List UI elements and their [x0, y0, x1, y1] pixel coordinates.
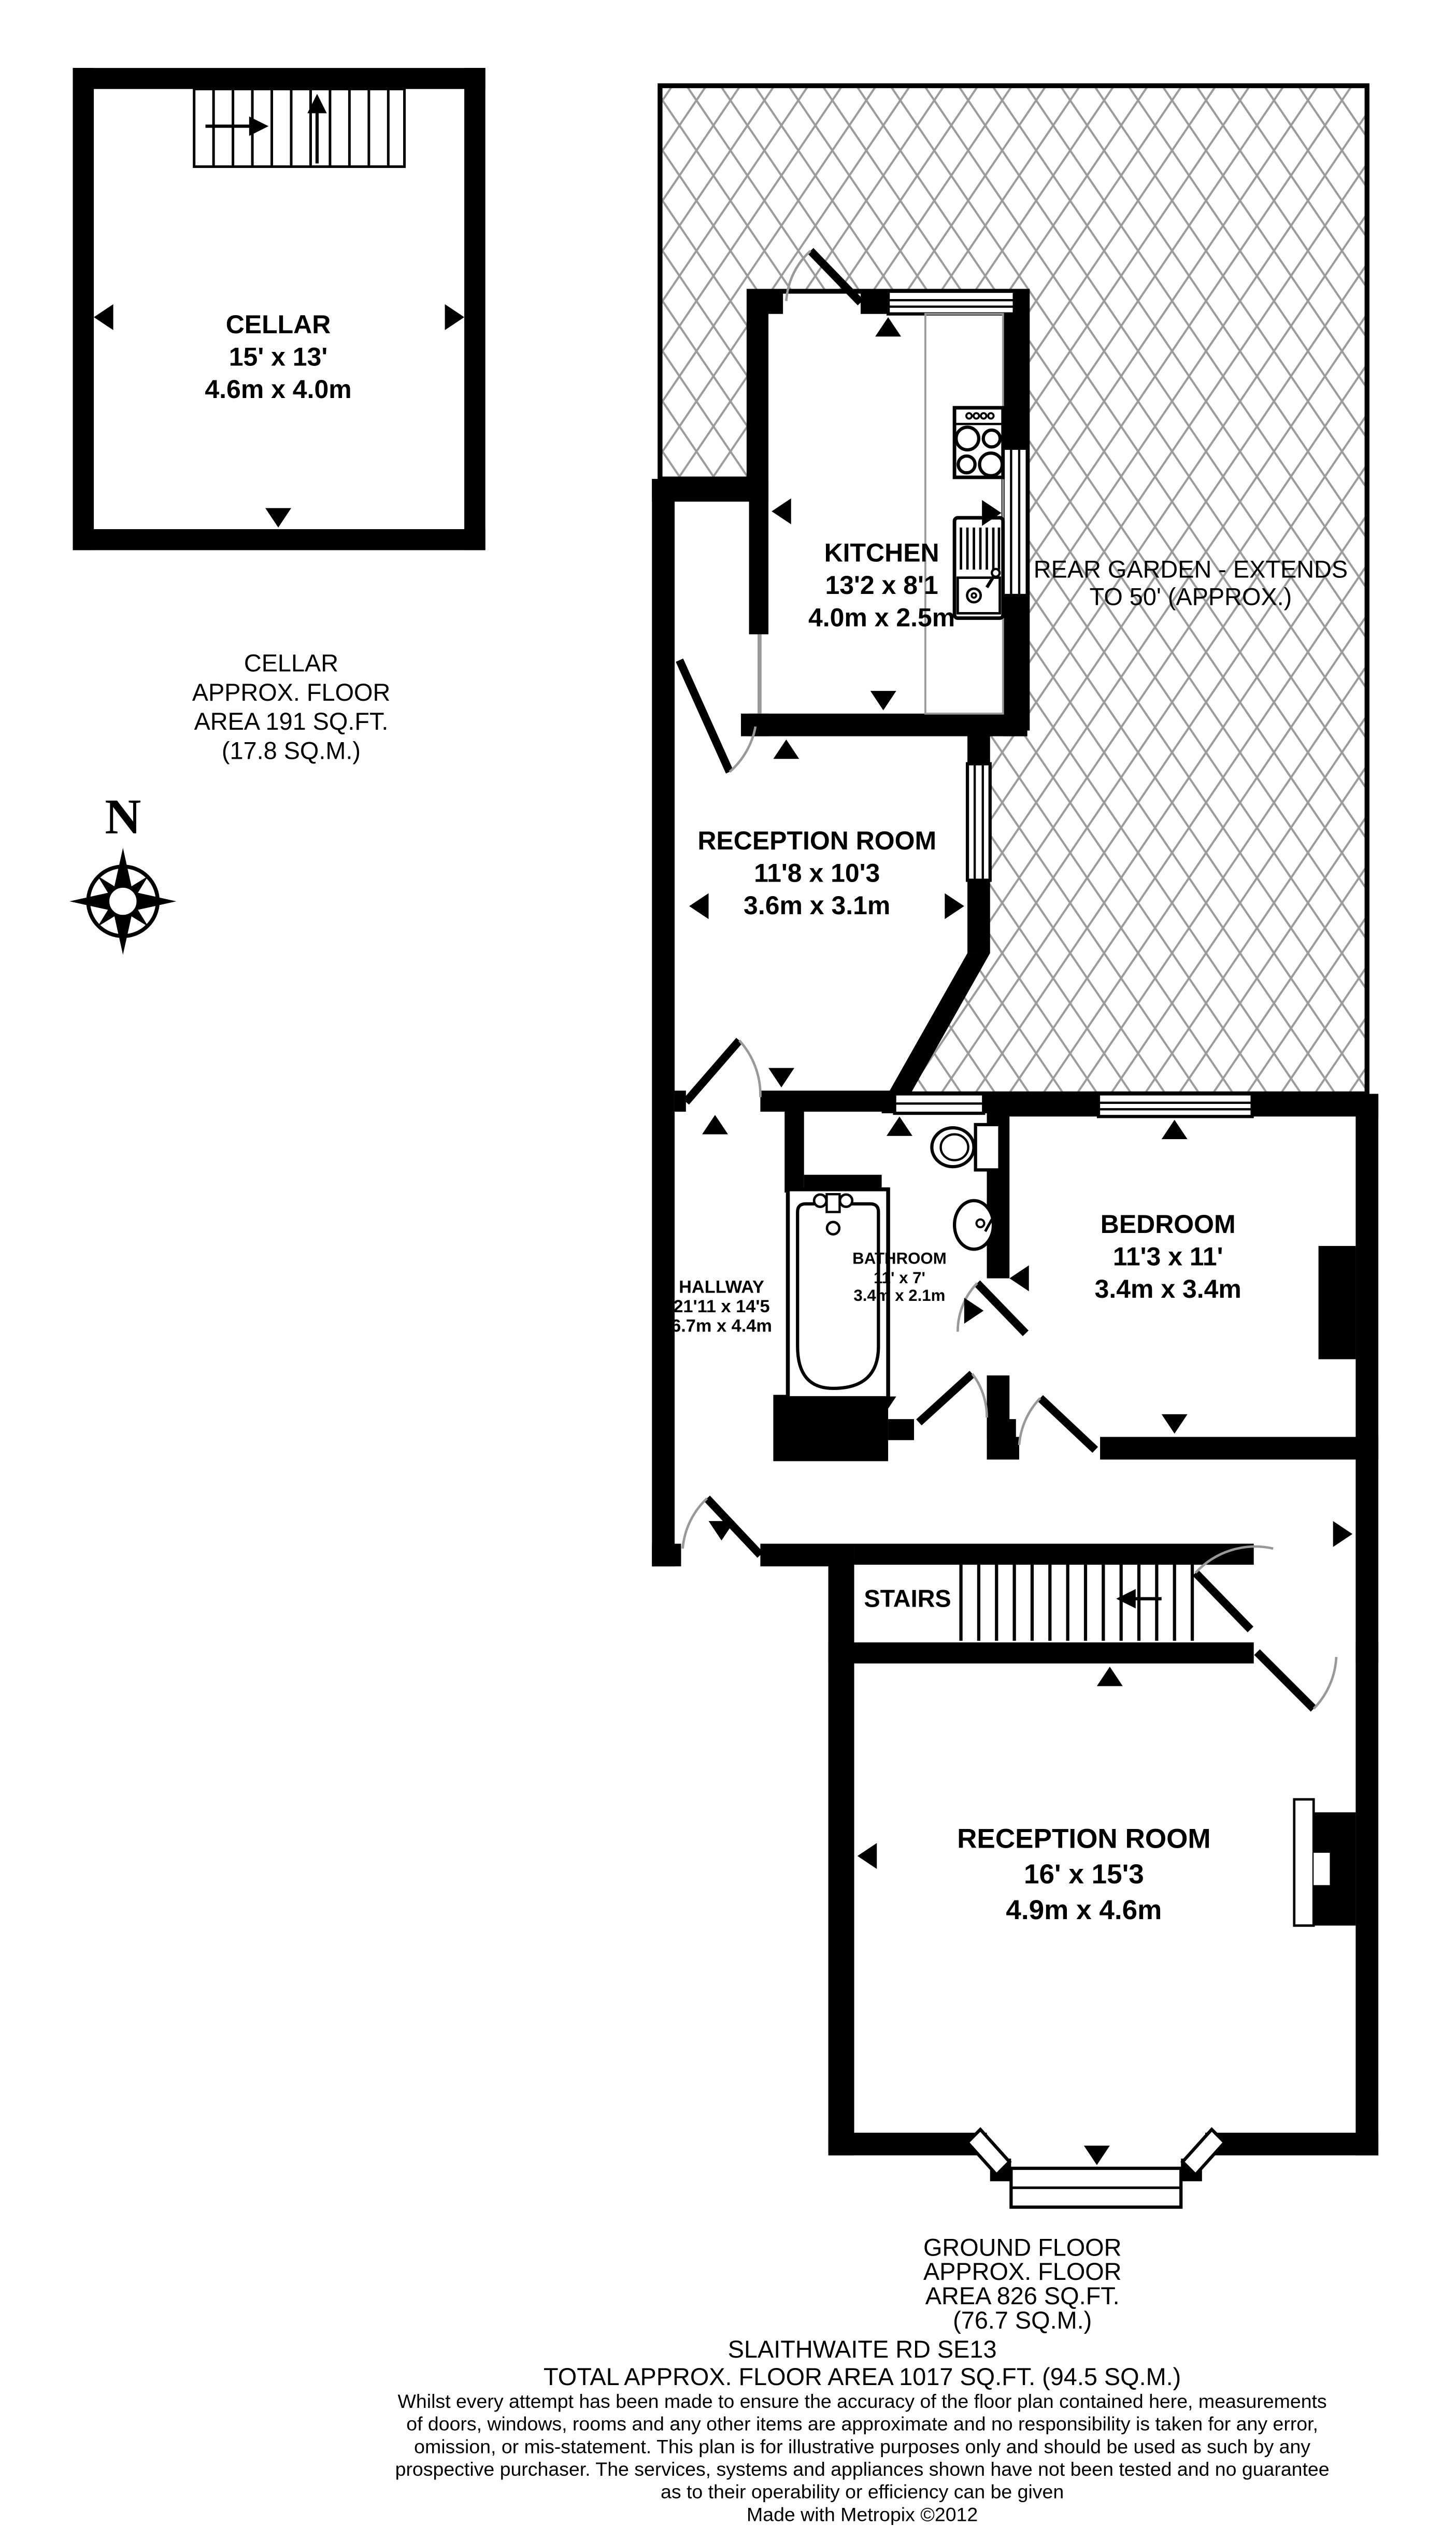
compass-north-label: N — [105, 788, 141, 845]
kitchen-label — [808, 539, 955, 636]
basin-icon — [954, 1201, 993, 1250]
reception2-door — [1257, 1652, 1336, 1709]
measure-arrow-left-icon — [94, 304, 113, 330]
bedroom-door — [1019, 1398, 1095, 1450]
measure-arrow-right-icon — [445, 304, 464, 330]
reception1-label — [697, 827, 936, 924]
room-name: HALLWAY — [679, 1278, 764, 1298]
room-dim-metric: 4.9m x 4.6m — [1006, 1895, 1162, 1926]
ground-floor-area-note: GROUND FLOOR APPROX. FLOOR AREA 826 SQ.FT. (76.7 SQ.M.) — [923, 2234, 1122, 2335]
room-name: BATHROOM — [852, 1251, 947, 1269]
reception1-window — [967, 764, 990, 881]
room-dim-metric: 6.7m x 4.4m — [671, 1317, 772, 1337]
bedroom-label — [1095, 1210, 1241, 1307]
hallway-label — [671, 1279, 772, 1337]
disclaimer-text: Whilst every attempt has been made to ensure the accuracy of the floor plan contained here, measurements of doors, windows, rooms and any other items are approximate and no responsibility is taken for any error, omission, or mis-statement. This plan is for illustrative purposes only and should be used as such by any prospective purchaser. The services, systems and appliances shown have not been tested and no guarantee as to their operability or efficiency can be given — [395, 2390, 1330, 2504]
reception1-hallway-door — [686, 1041, 761, 1102]
room-name: RECEPTION ROOM — [697, 828, 937, 856]
room-dim-imperial: 16' x 15'3 — [1023, 1859, 1144, 1890]
rear-garden-label — [1034, 557, 1348, 612]
bedroom-chimney-breast — [1319, 1246, 1356, 1359]
room-name: CELLAR — [225, 312, 331, 340]
toilet-icon — [932, 1125, 1000, 1170]
room-dim-imperial: 11'3 x 11' — [1112, 1244, 1223, 1272]
cellar-label — [205, 310, 351, 407]
bathroom-window — [895, 1094, 984, 1113]
garden-line1: REAR GARDEN - EXTENDS — [1033, 557, 1348, 585]
stairs-label: STAIRS — [864, 1585, 951, 1613]
room-name: BEDROOM — [1100, 1212, 1236, 1240]
kitchen-top-window — [888, 291, 1015, 314]
total-area-line: TOTAL APPROX. FLOOR AREA 1017 SQ.FT. (94.5 SQ.M.) — [544, 2364, 1181, 2392]
bathroom-label — [852, 1251, 947, 1307]
address-line: SLAITHWAITE RD SE13 — [727, 2336, 997, 2364]
cellar-area-note: CELLAR APPROX. FLOOR AREA 191 SQ.FT. (17.8 SQ.M.) — [192, 650, 391, 765]
room-name: RECEPTION ROOM — [957, 1823, 1211, 1855]
room-dim-imperial: 21'11 x 14'5 — [673, 1298, 770, 1317]
room-name: KITCHEN — [824, 540, 939, 568]
kitchen-sink-icon — [954, 518, 1003, 618]
ground-stairs-arrow — [1116, 1589, 1135, 1608]
metropix-credit: Made with Metropix ©2012 — [747, 2503, 978, 2526]
cellar-stairs-arrows — [249, 94, 327, 136]
kitchen-side-window — [1003, 448, 1027, 595]
room-dim-metric: 3.6m x 3.1m — [744, 893, 891, 921]
stove-icon — [954, 408, 1003, 477]
room-dim-metric: 3.4m x 2.1m — [853, 1288, 946, 1306]
garden-line2: TO 50' (APPROX.) — [1089, 584, 1292, 612]
measure-arrow-down-icon — [265, 508, 291, 527]
cellar-stairs-icon — [194, 89, 405, 167]
room-dim-imperial: 15' x 13' — [229, 345, 328, 373]
compass-rose-icon — [69, 848, 176, 955]
cellar-walls — [73, 68, 485, 550]
room-dim-imperial: 11'8 x 10'3 — [754, 861, 880, 889]
bedroom-window — [1098, 1094, 1252, 1117]
room-dim-metric: 4.6m x 4.0m — [205, 377, 352, 405]
room-dim-imperial: 11' x 7' — [873, 1269, 925, 1287]
room-dim-metric: 3.4m x 3.4m — [1094, 1276, 1241, 1304]
bathroom-door — [919, 1374, 987, 1423]
reception2-label — [957, 1822, 1211, 1929]
room-dim-imperial: 13'2 x 8'1 — [825, 573, 938, 601]
room-dim-metric: 4.0m x 2.5m — [808, 605, 955, 633]
ground-stairs-icon — [961, 1557, 1192, 1641]
